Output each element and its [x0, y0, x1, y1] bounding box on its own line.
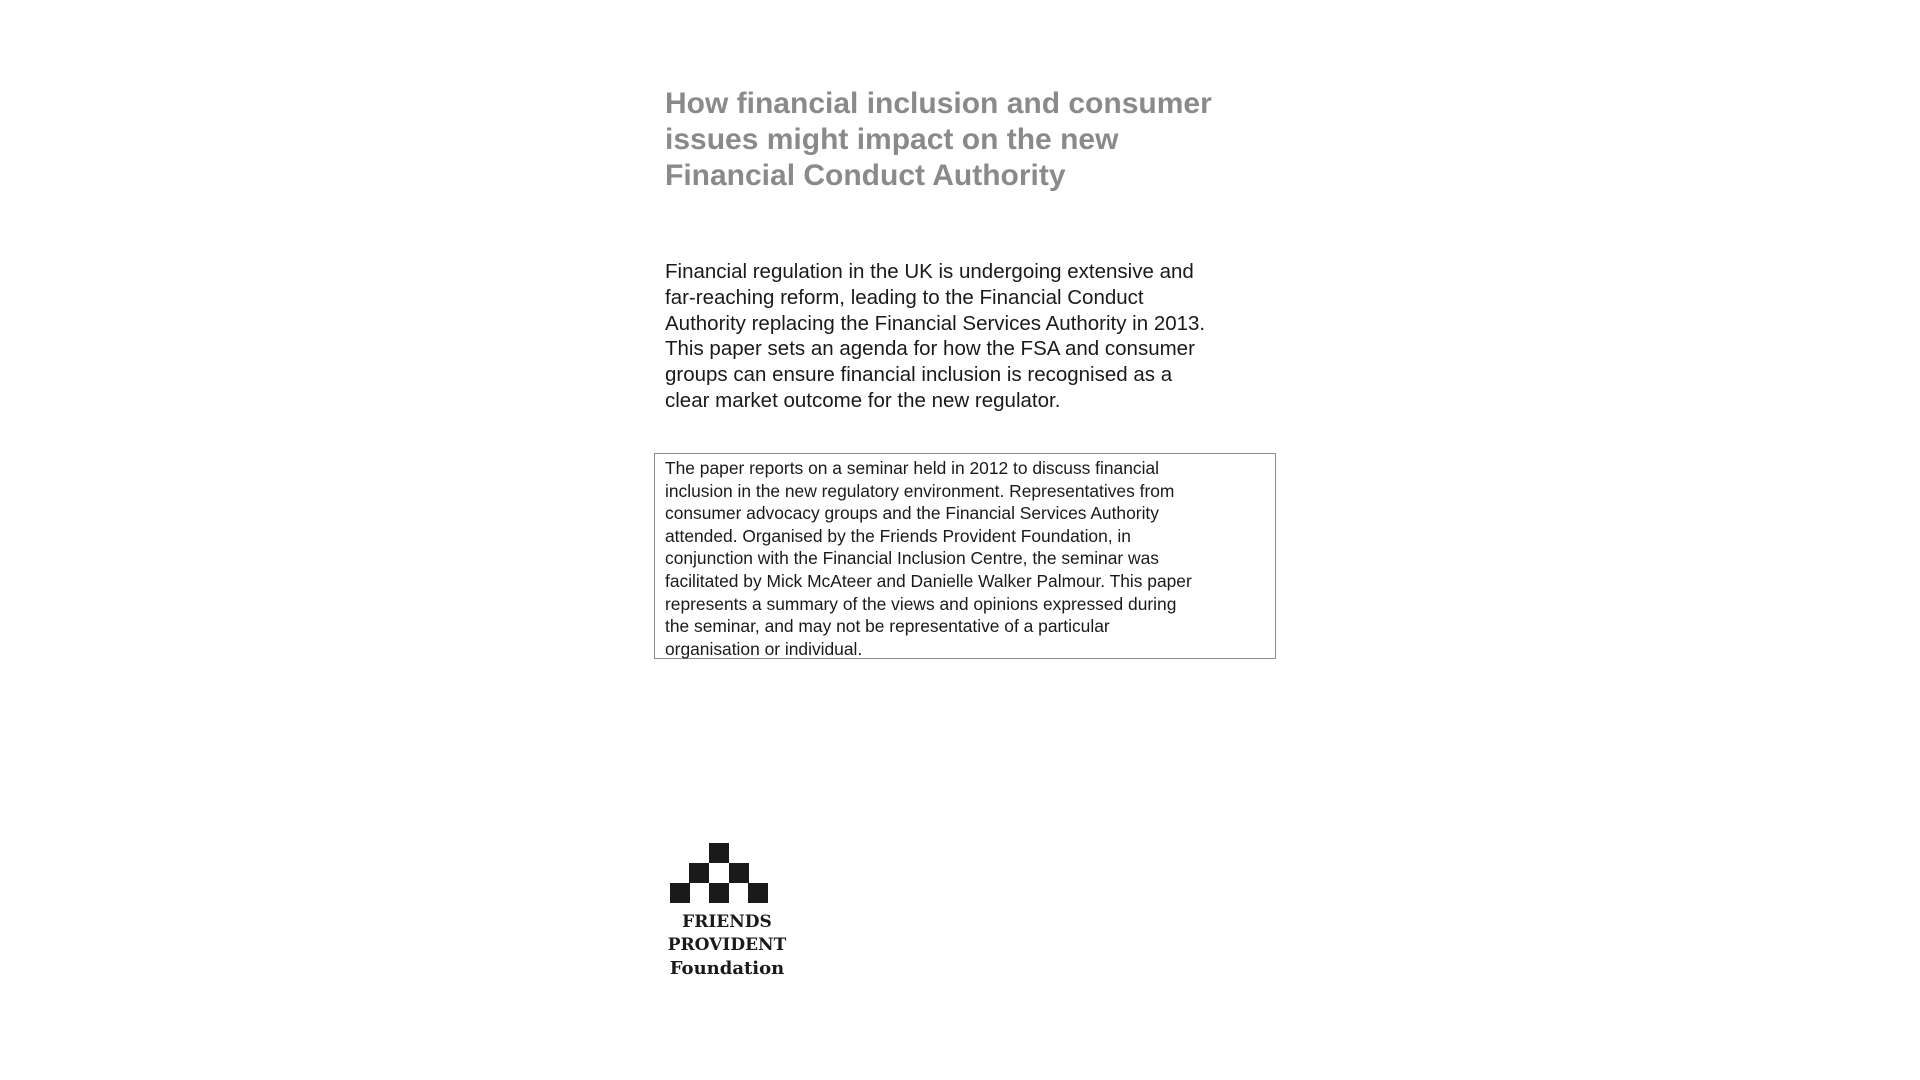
title-line: How financial inclusion and consumer — [665, 87, 1212, 120]
logo-word-friends: FRIENDS — [682, 912, 772, 932]
intro-line: This paper sets an agenda for how the FSA and consumer — [665, 337, 1195, 361]
note-line: attended. Organised by the Friends Provident Foundation, in — [665, 525, 1131, 546]
note-line: facilitated by Mick McAteer and Danielle Walker Palmour. This paper — [665, 570, 1192, 591]
title-line: issues might impact on the new — [665, 123, 1119, 156]
checkered-pyramid-icon — [670, 843, 768, 905]
intro-paragraph — [665, 259, 1315, 414]
intro-line: Authority replacing the Financial Services Authority in 2013. — [665, 311, 1206, 335]
document-title — [665, 86, 1315, 194]
note-line: the seminar, and may not be representative of a particular — [665, 616, 1110, 637]
logo-word-foundation: Foundation — [669, 958, 785, 979]
note-line: inclusion in the new regulatory environment. Representatives from — [665, 480, 1175, 501]
logo-word-provident: PROVIDENT — [667, 935, 787, 955]
intro-line: Financial regulation in the UK is undergoing extensive and — [665, 260, 1194, 283]
intro-line: clear market outcome for the new regulator. — [665, 388, 1061, 412]
note-line: consumer advocacy groups and the Financial Services Authority — [665, 503, 1159, 524]
seminar-note-box — [654, 453, 1276, 659]
friends-provident-foundation-logo — [662, 843, 792, 983]
note-line: The paper reports on a seminar held in 2012 to discuss financial — [665, 458, 1159, 478]
note-line: conjunction with the Financial Inclusion Centre, the seminar was — [665, 548, 1159, 569]
title-line: Financial Conduct Authority — [665, 159, 1066, 192]
note-line: organisation or individual. — [665, 638, 863, 659]
intro-line: groups can ensure financial inclusion is recognised as a — [665, 363, 1173, 387]
logo-wordmark — [662, 911, 792, 980]
intro-line: far-reaching reform, leading to the Financial Conduct — [665, 285, 1144, 309]
note-line: represents a summary of the views and opinions expressed during — [665, 593, 1177, 614]
